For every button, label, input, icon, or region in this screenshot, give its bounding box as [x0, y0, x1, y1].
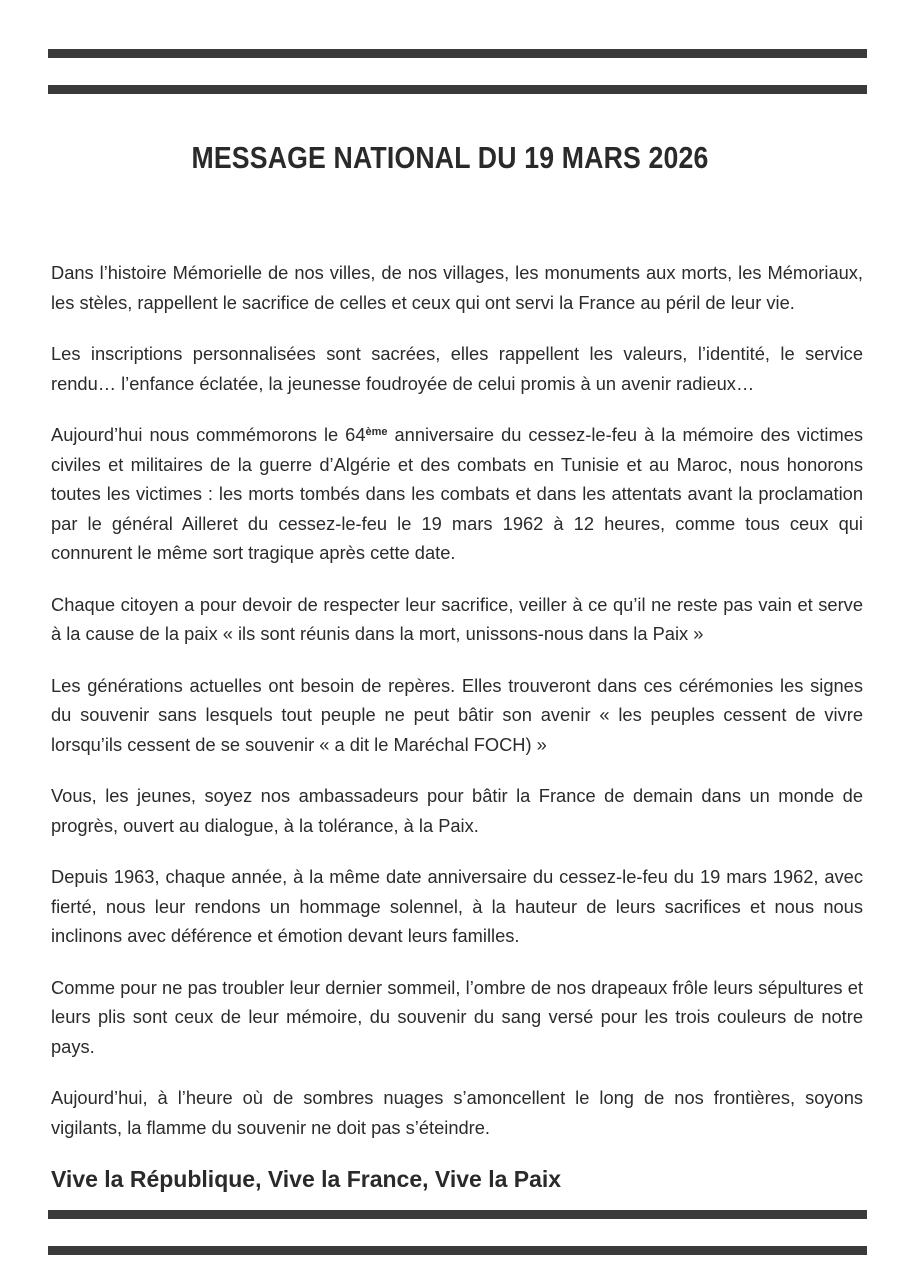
paragraph-7: Depuis 1963, chaque année, à la même date anniversaire du cessez-le-feu du 19 mars 1962, avec fierté, nous leur rendons un hommage solennel, à la hauteur de leurs sacrifices et nous nous inclinons avec déférence et émotion devant leurs familles. — [51, 866, 863, 946]
closing-line: Vive la République, Vive la France, Vive la Paix — [51, 1166, 562, 1192]
bottom-rule-1 — [48, 1210, 867, 1219]
paragraph-3-after: anniversaire du cessez-le-feu à la mémoire des victimes civiles et militaires de la guerre d’Algérie et des combats en Tunisie et au Maroc, nous honorons toutes les victimes : les morts tombés dans les combats et dans les attentats avant la proclamation par le général Ailleret du cessez-le-feu le 19 mars 1962 à 12 heures, comme tous ceux qui connurent le même sort tragique après cette date. — [51, 424, 864, 563]
paragraph-2: Les inscriptions personnalisées sont sacrées, elles rappellent les valeurs, l’identité, le service rendu… l’enfance éclatée, la jeunesse foudroyée de celui promis à un avenir radieux… — [51, 343, 863, 394]
page-title: MESSAGE NATIONAL DU 19 MARS 2026 — [191, 140, 709, 175]
bottom-rule-2 — [48, 1246, 867, 1255]
paragraph-6: Vous, les jeunes, soyez nos ambassadeurs pour bâtir la France de demain dans un monde de progrès, ouvert au dialogue, à la tolérance, à la Paix. — [51, 785, 863, 836]
paragraph-8: Comme pour ne pas troubler leur dernier sommeil, l’ombre de nos drapeaux frôle leurs sépultures et leurs plis sont ceux de leur mémoire, du souvenir du sang versé pour les trois couleurs de notre pays. — [51, 976, 863, 1057]
paragraph-3 — [51, 420, 863, 568]
message-body — [51, 258, 863, 1194]
paragraph-1: Dans l’histoire Mémorielle de nos villes, de nos villages, les monuments aux morts, les Mémoriaux, les stèles, rappellent le sacrifice de celles et ceux qui ont servi la France au péril de leur vie. — [51, 262, 863, 313]
paragraph-5: Les générations actuelles ont besoin de repères. Elles trouveront dans ces cérémonies les signes du souvenir sans lesquels tout peuple ne peut bâtir son avenir « les peuples cessent de vivre lorsqu’ils cessent de se souvenir « a dit le Maréchal FOCH) » — [51, 674, 863, 755]
paragraph-3-before: Aujourd’hui nous commémorons le 64 — [51, 424, 366, 445]
top-rule-2 — [48, 85, 867, 94]
paragraph-4: Chaque citoyen a pour devoir de respecter leur sacrifice, veiller à ce qu’il ne reste pas vain et serve à la cause de la paix « ils sont réunis dans la mort, unissons-nous dans la Paix » — [51, 593, 863, 644]
ordinal-suffix: ème — [365, 426, 388, 438]
paragraph-9: Aujourd’hui, à l’heure où de sombres nuages s’amoncellent le long de nos frontières, soyons vigilants, la flamme du souvenir ne doit pas s’éteindre. — [51, 1087, 863, 1138]
top-rule-1 — [48, 49, 867, 58]
